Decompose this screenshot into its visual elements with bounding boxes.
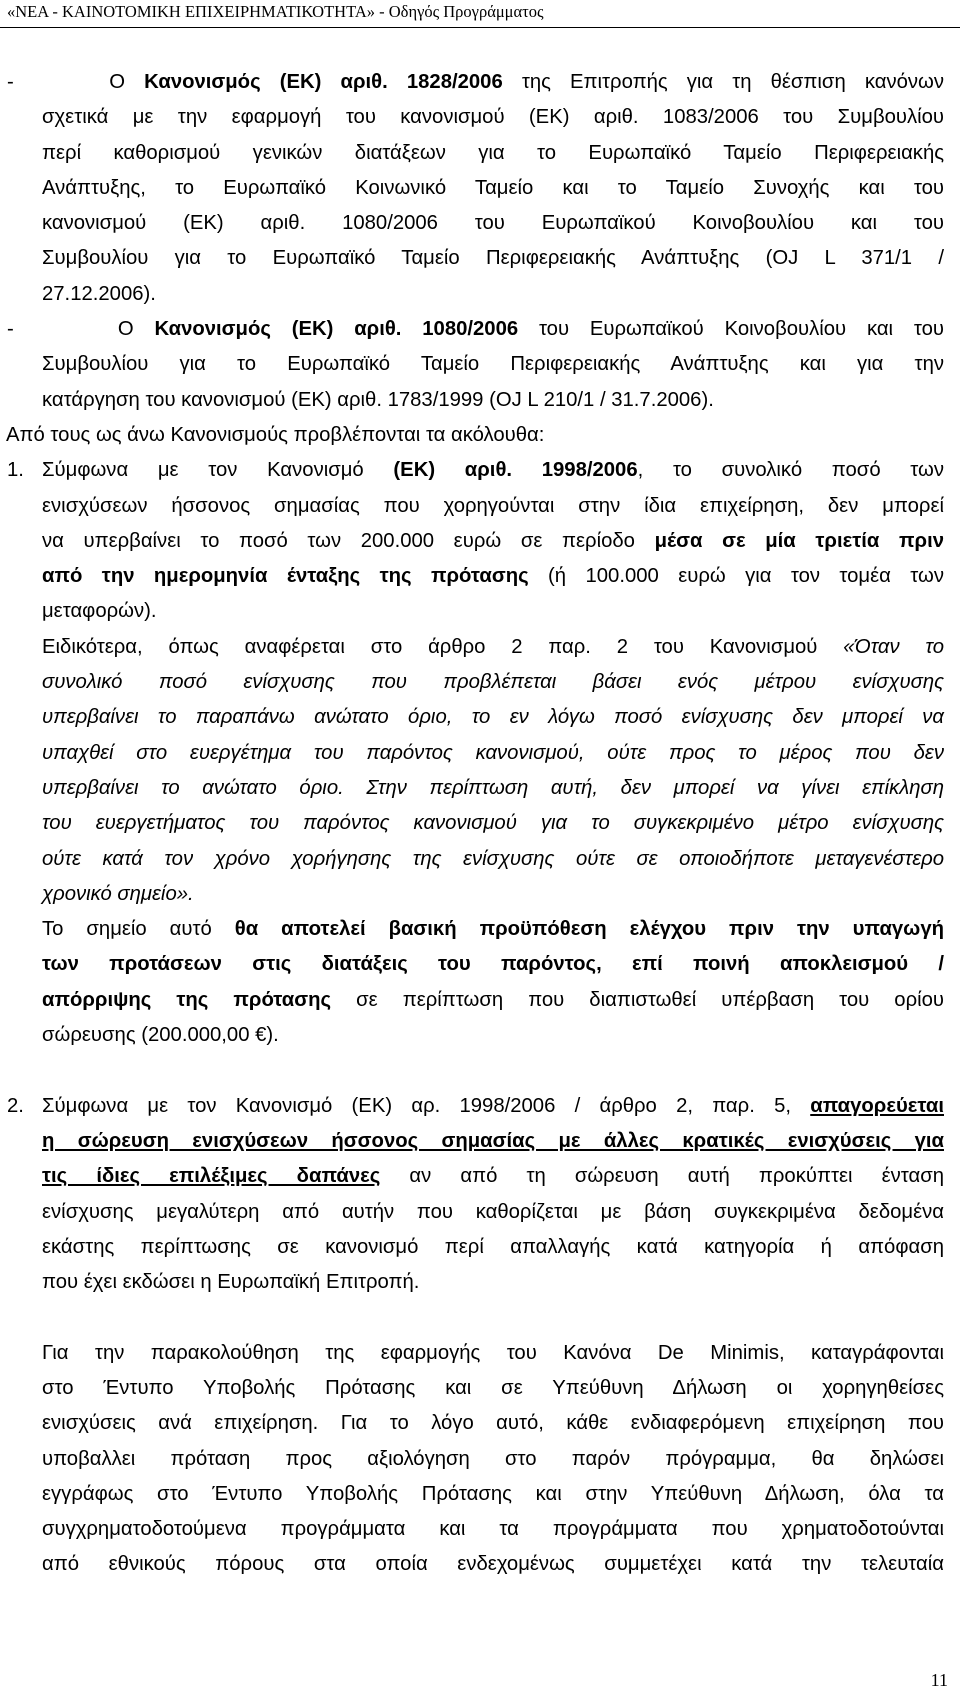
quote-line: του ευεργετήματος του παρόντος κανονισμού για το συγκεκριμένο μέτρο ενίσχυσης bbox=[42, 812, 944, 835]
text-span: να υπερβαίνει το ποσό των 200.000 ευρώ σε περίοδο bbox=[42, 529, 655, 552]
text-span: της Επιτροπής για τη θέσπιση κανόνων bbox=[502, 71, 944, 93]
quote-line: συνολικό ποσό ενίσχυσης που προβλέπεται βάσει ενός μέτρου ενίσχυσης bbox=[42, 671, 944, 694]
dash-marker: - bbox=[7, 318, 14, 341]
text-span: , το συνολικό ποσό των bbox=[637, 459, 944, 482]
quote-line: υπερβαίνει το ανώτατο όριο. Στην περίπτωση αυτή, δεν μπορεί να γίνει επίκληση bbox=[42, 776, 944, 799]
text-line: κατάργηση του κανονισμού (ΕΚ) αριθ. 1783/1999 (OJ L 210/1 / 31.7.2006). bbox=[42, 388, 714, 411]
emphasis-text: απόρριψης της πρότασης bbox=[42, 988, 332, 1011]
text-line: που έχει εκδώσει η Ευρωπαϊκή Επιτροπή. bbox=[42, 1271, 420, 1294]
emphasis-text: από την ημερομηνία ένταξης της πρότασης bbox=[42, 565, 529, 588]
text-line: υποβαλλει πρόταση προς αξιολόγηση στο παρόν πρόγραμμα, θα δηλώσει bbox=[42, 1447, 944, 1470]
text-line: στο Έντυπο Υποβολής Πρότασης και σε Υπεύθυνη Δήλωση οι χορηγηθείσες bbox=[42, 1376, 944, 1399]
text-span: Ο bbox=[109, 71, 145, 93]
text-line: Για την παρακολούθηση της εφαρμογής του Κανόνα De Minimis, καταγράφονται bbox=[42, 1341, 944, 1364]
text-span: του Ευρωπαϊκού Κοινοβουλίου και του bbox=[518, 318, 944, 341]
emphasis-text: μέσα σε μία τριετία πριν bbox=[654, 529, 944, 552]
text-span: σε περίπτωση που διαπιστωθεί υπέρβαση του ορίου bbox=[331, 988, 944, 1011]
text-line bbox=[0, 1159, 960, 1194]
text-line bbox=[0, 559, 960, 594]
regulation-reference: (ΕΚ) αριθ. 1998/2006 bbox=[393, 459, 638, 482]
running-header: «ΝΕΑ - ΚΑΙΝΟΤΟΜΙΚΗ ΕΠΙΧΕΙΡΗΜΑΤΙΚΟΤΗΤΑ» - Οδηγός Προγράμματος bbox=[7, 2, 544, 21]
text-line bbox=[0, 65, 960, 100]
page-number: 11 bbox=[930, 1670, 948, 1690]
prohibition-text: τις ίδιες επιλέξιμες δαπάνες bbox=[42, 1165, 381, 1188]
text-line bbox=[0, 912, 960, 947]
text-span: αν από τη σώρευση αυτή προκύπτει ένταση bbox=[380, 1165, 945, 1188]
item-number: 2. bbox=[7, 1094, 24, 1117]
quote-line: υπερβαίνει το παραπάνω ανώτατο όριο, το εν λόγω ποσό ενίσχυσης δεν μπορεί να bbox=[42, 706, 944, 729]
text-line bbox=[0, 1089, 960, 1124]
text-span: Σύμφωνα με τον Κανονισμό bbox=[42, 459, 394, 482]
document-body bbox=[0, 65, 960, 1583]
quote-text: «Όταν το bbox=[843, 635, 944, 658]
regulation-1828-paragraph bbox=[0, 65, 960, 312]
text-line bbox=[0, 524, 960, 559]
text-line: συγχρηματοδοτούμενα προγράμματα και τα προγράμματα που χρηματοδοτούνται bbox=[42, 1518, 944, 1541]
text-line: σχετικά με την εφαρμογή του κανονισμού (ΕΚ) αριθ. 1083/2006 του Συμβουλίου bbox=[42, 106, 944, 129]
text-line: από εθνικούς πόρους στα οποία ενδεχομένως συμμετέχει κατά την τελευταία bbox=[42, 1553, 944, 1576]
text-line: μεταφορών). bbox=[42, 600, 157, 623]
text-line: Ανάπτυξης, το Ευρωπαϊκό Κοινωνικό Ταμείο και το Ταμείο Συνοχής και του bbox=[42, 176, 944, 199]
intro-line: Από τους ως άνω Κανονισμούς προβλέπονται τα ακόλουθα: bbox=[6, 423, 545, 446]
text-span: (ή 100.000 ευρώ για τον τομέα των bbox=[528, 565, 944, 588]
prohibition-line: η σώρευση ενισχύσεων ήσσονος σημασίας με άλλες κρατικές ενισχύσεις για bbox=[42, 1129, 944, 1152]
text-line: 27.12.2006). bbox=[42, 282, 156, 305]
text-span: Το σημείο αυτό bbox=[42, 918, 235, 941]
spacer bbox=[0, 1053, 960, 1088]
text-line bbox=[0, 312, 960, 347]
text-line bbox=[0, 983, 960, 1018]
text-line: εκάστης περίπτωσης σε κανονισμό περί απαλλαγής κατά κατηγορία ή απόφαση bbox=[42, 1235, 944, 1258]
text-span: Ο bbox=[117, 318, 155, 341]
item-2 bbox=[0, 1089, 960, 1301]
text-span: Ειδικότερα, όπως αναφέρεται στο άρθρο 2 παρ. 2 του Κανονισμού bbox=[42, 635, 844, 658]
regulation-1080-paragraph bbox=[0, 312, 960, 418]
header-rule bbox=[0, 27, 960, 28]
item-1 bbox=[0, 453, 960, 1053]
text-line: ενισχύσεων ήσσονος σημασίας που χορηγούνται στην ίδια επιχείρηση, δεν μπορεί bbox=[42, 494, 944, 517]
dash-marker: - bbox=[7, 71, 14, 93]
regulation-reference: Κανονισμός (ΕΚ) αριθ. 1828/2006 bbox=[144, 71, 503, 93]
text-line: σώρευσης (200.000,00 €). bbox=[42, 1024, 279, 1047]
text-span: Σύμφωνα με τον Κανονισμό (ΕΚ) αρ. 1998/2006 / άρθρο 2, παρ. 5, bbox=[42, 1094, 811, 1117]
monitoring-paragraph bbox=[0, 1336, 960, 1583]
text-line bbox=[0, 630, 960, 665]
text-line: ενισχύσεις ανά επιχείρηση. Για το λόγο αυτό, κάθε ενδιαφερόμενη επιχείρηση που bbox=[42, 1412, 944, 1435]
item-number: 1. bbox=[7, 459, 24, 482]
text-line: Συμβουλίου για το Ευρωπαϊκό Ταμείο Περιφερειακής Ανάπτυξης (OJ L 371/1 / bbox=[42, 247, 944, 270]
text-line: κανονισμού (ΕΚ) αριθ. 1080/2006 του Ευρωπαϊκού Κοινοβουλίου και του bbox=[42, 212, 944, 235]
text-line: περί καθορισμού γενικών διατάξεων για το Ευρωπαϊκό Ταμείο Περιφερειακής bbox=[42, 141, 944, 164]
emphasis-line: των προτάσεων στις διατάξεις του παρόντος, επί ποινή αποκλεισμού / bbox=[42, 953, 944, 976]
quote-line: υπαχθεί στο ευεργέτημα του παρόντος κανονισμού, ούτε προς το μέρος που δεν bbox=[42, 741, 944, 764]
quote-line: χρονικό σημείο». bbox=[42, 882, 194, 905]
emphasis-text: θα αποτελεί βασική προϋπόθεση ελέγχου πριν την υπαγωγή bbox=[234, 918, 944, 941]
text-line: ενίσχυσης μεγαλύτερη από αυτήν που καθορίζεται με βάση συγκεκριμένα δεδομένα bbox=[42, 1200, 944, 1223]
text-line bbox=[0, 453, 960, 488]
text-line: Συμβουλίου για το Ευρωπαϊκό Ταμείο Περιφερειακής Ανάπτυξης και για την bbox=[42, 353, 944, 376]
regulation-reference: Κανονισμός (ΕΚ) αριθ. 1080/2006 bbox=[154, 318, 519, 341]
quote-line: ούτε κατά τον χρόνο χορήγησης της ενίσχυσης ούτε σε οποιοδήποτε μεταγενέστερο bbox=[42, 847, 944, 870]
spacer bbox=[0, 1300, 960, 1335]
prohibition-text: απαγορεύεται bbox=[810, 1094, 944, 1117]
text-line: εγγράφως στο Έντυπο Υποβολής Πρότασης και στην Υπεύθυνη Δήλωση, όλα τα bbox=[42, 1482, 944, 1505]
